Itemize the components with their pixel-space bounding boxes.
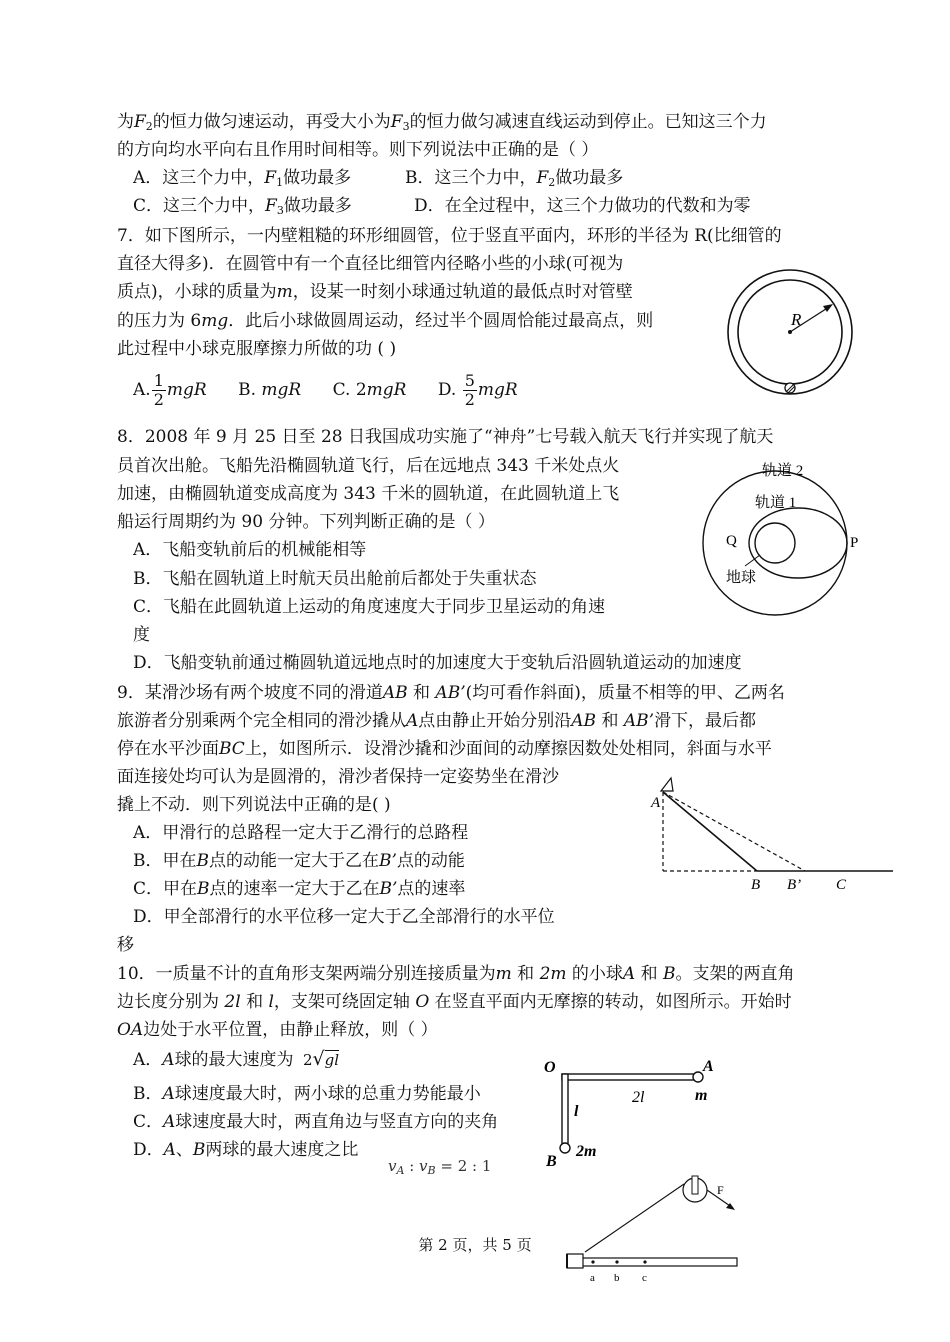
radius-label: R: [791, 310, 802, 329]
q8-option-d: D．飞船变轨前通过椭圆轨道远地点时的加速度大于变轨后沿圆轨道运动的加速度: [133, 653, 742, 673]
point-p-label: P: [850, 535, 859, 551]
ball-a-label: A: [703, 1058, 714, 1075]
q9-line1: 9．某滑沙场有两个坡度不同的滑道AB 和 AB’(均可看作斜面)，质量不相等的甲、乙两名: [117, 683, 785, 703]
pulley-axle: [692, 1176, 698, 1194]
horizontal-arm: [562, 1074, 694, 1080]
q6-option-b: B．这三个力中，$F_2$做功最多: [405, 168, 624, 189]
mark-c-label: c: [642, 1272, 647, 1284]
q7-options: [133, 370, 518, 410]
point-a-label: A: [651, 795, 661, 811]
q6-option-d: D．在全过程中，这三个力做功的代数和为零: [414, 196, 751, 216]
pulley-triangle: [661, 778, 673, 791]
mark-a-label: a: [590, 1272, 595, 1284]
q7-option-d: D. $\frac{5}{2}$ mgR: [437, 371, 518, 409]
q9-option-c: C．甲在B点的速率一定大于乙在B’点的速率: [133, 879, 466, 899]
q7-line4: 的压力为 6mg．此后小球做圆周运动，经过半个圆周恰能过最高点，则: [117, 311, 654, 331]
q9-line3: 停在水平沙面BC上，如图所示．设滑沙撬和沙面间的动摩擦因数处处相同，斜面与水平: [117, 739, 772, 759]
q8-option-c-cont: 度: [133, 625, 150, 645]
q6-option-a: A．这三个力中，$F_1$做功最多: [133, 168, 352, 189]
q9-option-d-cont: 移: [117, 935, 134, 955]
q8-option-c: C．飞船在此圆轨道上运动的角度速度大于同步卫星运动的角速: [133, 597, 606, 617]
ring-tube-figure: [725, 270, 860, 395]
ball-a: [693, 1072, 703, 1082]
page-footer: 第 2 页，共 5 页: [418, 1236, 532, 1254]
orbit-2-circle: [703, 471, 847, 615]
q7-line2: 直径大得多)．在圆管中有一个直径比细管内径略小些的小球(可视为: [117, 254, 624, 274]
orbit-figure: [700, 455, 870, 615]
force-label: F: [717, 1183, 724, 1197]
q9-line2: 旅游者分别乘两个完全相同的滑沙撬从A点由静止开始分别沿AB 和 AB’滑下，最后都: [117, 711, 757, 731]
q8-option-b: B．飞船在圆轨道上时航天员出舱前后都处于失重状态: [133, 569, 537, 589]
arm-l-label: l: [574, 1103, 579, 1120]
point-c-label: C: [836, 877, 847, 893]
q8-line4: 船运行周期约为 90 分钟。下列判断正确的是（ ）: [117, 512, 495, 532]
q9-option-a: A．甲滑行的总路程一定大于乙滑行的总路程: [133, 823, 469, 843]
pulley-track-figure: [555, 1172, 745, 1287]
mass-m-label: m: [695, 1087, 708, 1104]
pivot-o-label: O: [544, 1059, 556, 1076]
q10-line2: 边长度分别为 2l 和 l，支架可绕固定轴 O 在竖直平面内无摩擦的转动，如图所示。开始时: [117, 992, 792, 1012]
q9-option-b: B．甲在B点的动能一定大于乙在B’点的动能: [133, 851, 465, 871]
point-b-prime-label: B’: [787, 877, 802, 893]
q8-line1: 8．2008 年 9 月 25 日至 28 日我国成功实施了“神舟”七号载入航天飞行并实现了航天: [117, 427, 774, 447]
q10-line3: OA边处于水平位置，由静止释放，则（ ）: [117, 1020, 438, 1040]
orbit-1-ellipse: [749, 508, 847, 578]
q7-option-a: A. $\frac{1}{2}$ mgR: [133, 371, 207, 409]
mark-c: [643, 1260, 646, 1263]
mass-2m-label: 2m: [576, 1143, 597, 1160]
q9-line4: 面连接处均可认为是圆滑的，滑沙者保持一定姿势坐在滑沙: [117, 767, 559, 787]
block: [567, 1254, 583, 1268]
slope-ab: [663, 792, 757, 871]
q6-option-c: C．这三个力中，$F_3$做功最多: [133, 196, 352, 217]
arm-2l-label: 2l: [632, 1089, 645, 1106]
vertical-arm: [562, 1074, 568, 1144]
earth-label: 地球: [726, 570, 757, 586]
q9-line5: 撬上不动．则下列说法中正确的是( ): [117, 795, 391, 815]
q7-line5: 此过程中小球克服摩擦力所做的功 ( ): [117, 339, 397, 359]
q8-option-a: A．飞船变轨前后的机械能相等: [133, 540, 367, 560]
orbit-2-label: 轨道 2: [762, 463, 804, 479]
q10-velocity-ratio: $v_A$ : $v_B = 2$ : 1: [388, 1157, 492, 1177]
q9-option-d: D．甲全部滑行的水平位移一定大于乙全部滑行的水平位: [133, 907, 555, 927]
q10-option-c: C．A球速度最大时，两直角边与竖直方向的夹角: [133, 1112, 499, 1132]
q10-line1: 10．一质量不计的直角形支架两端分别连接质量为m 和 2m 的小球A 和 B。支架的两直角: [117, 964, 795, 984]
q7-option-c: C. 2mgR: [332, 380, 407, 400]
q7-option-b: B. mgR: [238, 380, 302, 400]
radius-arrowhead: [823, 304, 833, 312]
q10-option-a: A．A球的最大速度为 2√gl: [133, 1048, 340, 1070]
q10-option-d: D．A、B两球的最大速度之比: [133, 1140, 359, 1160]
q8-line3: 加速，由椭圆轨道变成高度为 343 千米的圆轨道，在此圆轨道上飞: [117, 484, 620, 504]
track: [577, 1258, 737, 1266]
point-q-label: Q: [726, 533, 737, 549]
q8-line2: 员首次出舱。飞船先沿椭圆轨道飞行，后在远地点 343 千米处点火: [117, 456, 620, 476]
point-b-label: B: [751, 877, 761, 893]
mark-b: [615, 1260, 618, 1263]
earth-circle: [755, 523, 795, 563]
q7-line3: 质点)，小球的质量为m，设某一时刻小球通过轨道的最低点时对管壁: [117, 282, 633, 302]
q10-option-b: B．A球速度最大时，两小球的总重力势能最小: [133, 1084, 481, 1104]
mark-b-label: b: [614, 1272, 620, 1284]
slope-ab-prime: [663, 792, 805, 871]
mark-a: [591, 1260, 594, 1263]
q6-line2: 的方向均水平向右且作用时间相等。则下列说法中正确的是（ ）: [117, 140, 599, 160]
orbit-1-label: 轨道 1: [755, 495, 797, 511]
q7-line1: 7．如下图所示，一内壁粗糙的环形细圆管，位于竖直平面内，环形的半径为 R(比细管的: [117, 226, 782, 246]
ball-b-label: B: [546, 1153, 557, 1170]
slope-figure: [645, 775, 900, 895]
ball-b: [560, 1143, 570, 1153]
bracket-figure: [540, 1058, 720, 1173]
q6-line1: 为$F_2$的恒力做匀速运动，再受大小为$F_3$的恒力做匀减速直线运动到停止。已知这三个力: [117, 112, 767, 133]
